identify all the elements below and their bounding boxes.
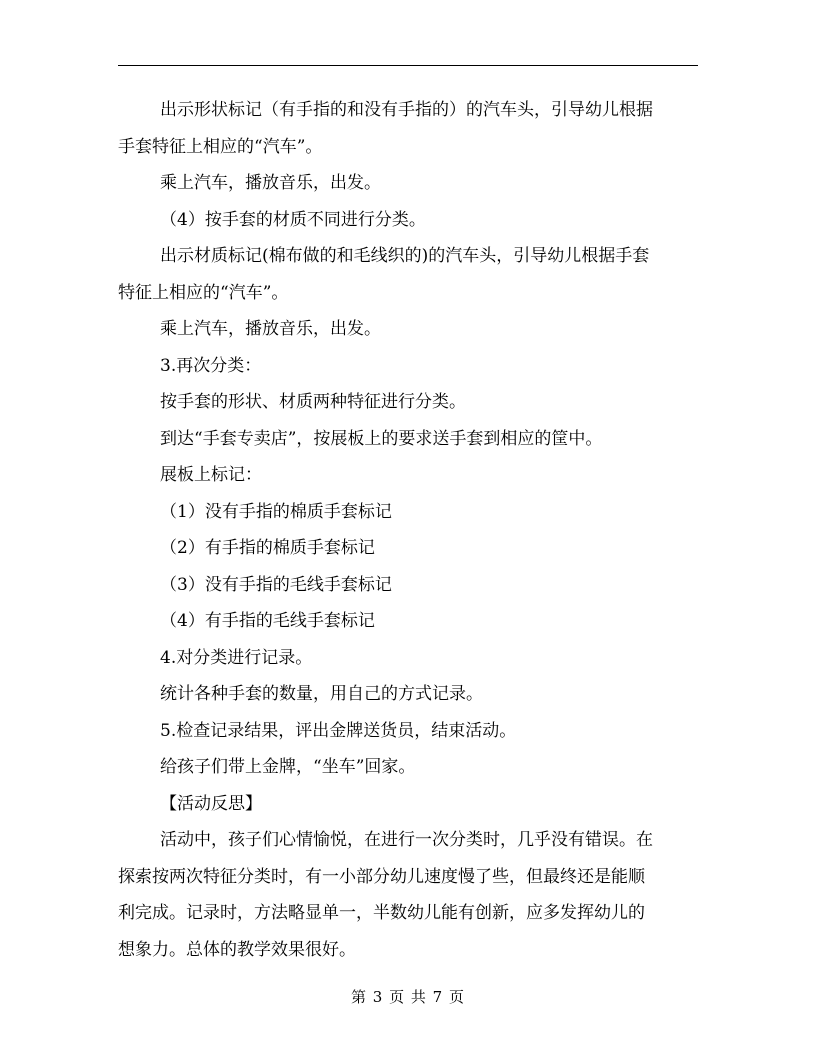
text-line: 手套特征上相应的“汽车”。	[118, 136, 323, 157]
text-line: 到达“手套专卖店”，按展板上的要求送手套到相应的筐中。	[160, 428, 603, 449]
text-line: 出示形状标记（有手指的和没有手指的）的汽车头，引导幼儿根据	[160, 100, 653, 120]
text-line: 利完成。记录时，方法略显单一，半数幼儿能有创新，应多发挥幼儿的	[118, 903, 645, 923]
text-line: 乘上汽车，播放音乐，出发。	[160, 319, 381, 339]
text-line: 5.检查记录结果，评出金牌送货员，结束活动。	[160, 720, 517, 741]
text-line: 活动中，孩子们心情愉悦，在进行一次分类时，几乎没有错误。在	[160, 830, 653, 850]
text-line: 按手套的形状、材质两种特征进行分类。	[160, 392, 466, 412]
text-line: 出示材质标记(棉布做的和毛线织的)的汽车头，引导幼儿根据手套	[160, 246, 650, 266]
text-line: 统计各种手套的数量，用自己的方式记录。	[160, 684, 483, 704]
text-line: （2）有手指的棉质手套标记	[160, 538, 375, 558]
text-line: 3.再次分类：	[160, 355, 262, 376]
text-line: （3）没有手指的毛线手套标记	[160, 574, 392, 595]
text-line: 特征上相应的“汽车”。	[118, 282, 289, 303]
text-line: 给孩子们带上金牌，“坐车”回家。	[160, 757, 416, 777]
header-rule	[118, 65, 698, 66]
text-line: 4.对分类进行记录。	[160, 647, 313, 668]
page-footer: 第 3 页 共 7 页	[351, 988, 465, 1006]
text-line: 乘上汽车，播放音乐，出发。	[160, 173, 381, 193]
text-line: （4）按手套的材质不同进行分类。	[160, 209, 426, 230]
document-body	[118, 92, 698, 968]
text-line: 【活动反思】	[160, 793, 262, 814]
text-line: （4）有手指的毛线手套标记	[160, 611, 375, 631]
text-line: 展板上标记：	[160, 465, 262, 485]
text-line: 探索按两次特征分类时，有一小部分幼儿速度慢了些，但最终还是能顺	[118, 866, 645, 887]
text-line: 想象力。总体的教学效果很好。	[118, 939, 356, 960]
text-line: （1）没有手指的棉质手套标记	[160, 501, 392, 522]
